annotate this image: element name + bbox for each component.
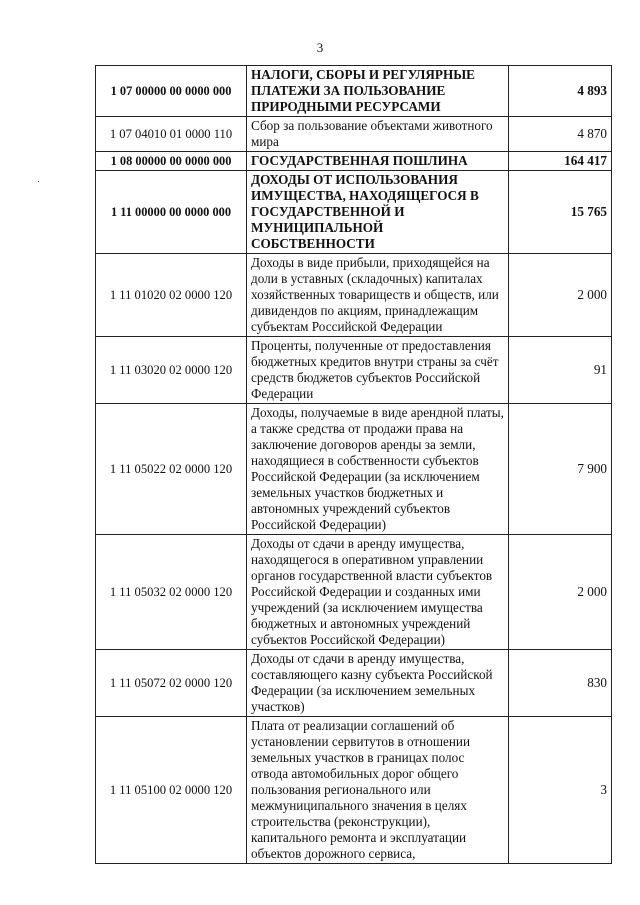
revenue-name: Проценты, полученные от предоставления бюджетных кредитов внутри страны за счёт средств бюджетов субъектов Российской Федерации	[247, 337, 509, 404]
revenue-name: Доходы от сдачи в аренду имущества, находящегося в оперативном управлении органов государственной власти субъектов Российской Федерации и созданных ими учреждений (за исключением имущества бюджетных и автономных учреждений субъектов Российской Федерации)	[247, 535, 509, 650]
revenue-name: Плата от реализации соглашений об установлении сервитутов в отношении земельных участков в границах полос отвода автомобильных дорог общего пользования регионального или межмуниципального значения в целях строительства (реконструкции), капитального ремонта и эксплуатации объектов дорожного сервиса,	[247, 717, 509, 864]
budget-code: 1 11 00000 00 0000 000	[96, 171, 247, 254]
budget-code: 1 08 00000 00 0000 000	[96, 152, 247, 171]
budget-code: 1 11 05072 02 0000 120	[96, 650, 247, 717]
table-row	[96, 152, 612, 171]
table-row	[96, 717, 612, 864]
budget-code: 1 11 03020 02 0000 120	[96, 337, 247, 404]
revenue-amount: 7 900	[509, 404, 612, 535]
revenue-amount: 91	[509, 337, 612, 404]
budget-code: 1 11 01020 02 0000 120	[96, 254, 247, 337]
budget-code: 1 07 00000 00 0000 000	[96, 66, 247, 117]
revenue-amount: 3	[509, 717, 612, 864]
revenue-amount: 2 000	[509, 535, 612, 650]
budget-code: 1 11 05100 02 0000 120	[96, 717, 247, 864]
margin-mark	[38, 181, 39, 182]
table-row	[96, 337, 612, 404]
revenue-amount: 15 765	[509, 171, 612, 254]
revenue-table	[95, 65, 612, 864]
table-row	[96, 171, 612, 254]
revenue-name: Доходы, получаемые в виде арендной платы, а также средства от продажи права на заключение договоров аренды за земли, находящиеся в собственности субъектов Российской Федерации (за исключением земельных участков бюджетных и автономных учреждений субъектов Российской Федерации)	[247, 404, 509, 535]
revenue-amount: 4 893	[509, 66, 612, 117]
revenue-name: НАЛОГИ, СБОРЫ И РЕГУЛЯРНЫЕ ПЛАТЕЖИ ЗА ПОЛЬЗОВАНИЕ ПРИРОДНЫМИ РЕСУРСАМИ	[247, 66, 509, 117]
revenue-name: ГОСУДАРСТВЕННАЯ ПОШЛИНА	[247, 152, 509, 171]
budget-code: 1 11 05032 02 0000 120	[96, 535, 247, 650]
table-row	[96, 254, 612, 337]
revenue-amount: 164 417	[509, 152, 612, 171]
page-number: 3	[316, 40, 324, 55]
revenue-amount: 2 000	[509, 254, 612, 337]
revenue-name: Доходы от сдачи в аренду имущества, составляющего казну субъекта Российской Федерации (за исключением земельных участков)	[247, 650, 509, 717]
revenue-amount: 830	[509, 650, 612, 717]
revenue-name: Доходы в виде прибыли, приходящейся на доли в уставных (складочных) капиталах хозяйственных товариществ и обществ, или дивидендов по акциям, принадлежащим субъектам Российской Федерации	[247, 254, 509, 337]
revenue-amount: 4 870	[509, 117, 612, 152]
revenue-name: ДОХОДЫ ОТ ИСПОЛЬЗОВАНИЯ ИМУЩЕСТВА, НАХОДЯЩЕГОСЯ В ГОСУДАРСТВЕННОЙ И МУНИЦИПАЛЬНОЙ СОБСТВЕННОСТИ	[247, 171, 509, 254]
table-row	[96, 66, 612, 117]
table-row	[96, 117, 612, 152]
budget-code: 1 11 05022 02 0000 120	[96, 404, 247, 535]
table-row	[96, 404, 612, 535]
table-row	[96, 650, 612, 717]
revenue-name: Сбор за пользование объектами животного мира	[247, 117, 509, 152]
table-row	[96, 535, 612, 650]
budget-code: 1 07 04010 01 0000 110	[96, 117, 247, 152]
